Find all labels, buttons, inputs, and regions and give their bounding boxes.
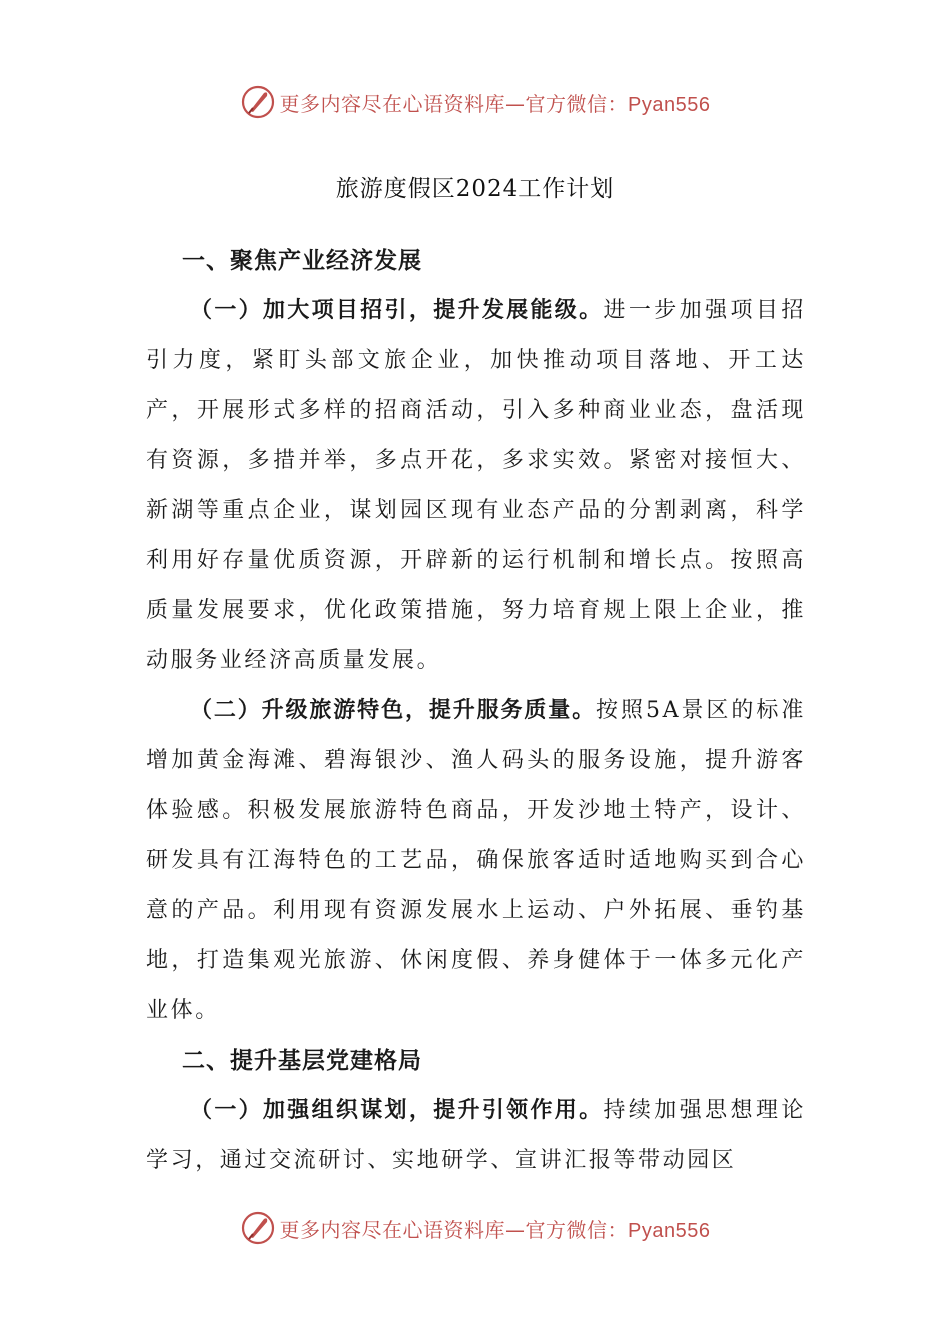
paragraph-3-body: 持续加强思想理论学习，通过交流研讨、实地研学、宣讲汇报等带动园区 [146, 1098, 806, 1173]
watermark-dash: — [505, 91, 526, 116]
paragraph-2-body: 按照5A景区的标准增加黄金海滩、碧海银沙、渔人码头的服务设施，提升游客体验感。积极发展旅游特色商品，开发沙地土特产，设计、研发具有江海特色的工艺品，确保旅客适时适地购买到合心意的产品。利用现有资源发展水上运动、户外拓展、垂钓基地，打造集观光旅游、休闲度假、养身健体于一体多元化产业体。 [146, 698, 806, 1023]
paragraph-1 [146, 286, 806, 686]
paragraph-1-lead: （一）加大项目招引，提升发展能级。 [190, 298, 604, 323]
watermark-official-label: 官方微信： [525, 91, 629, 116]
watermark-text [280, 1214, 711, 1243]
document-title: 旅游度假区2024工作计划 [335, 176, 615, 202]
paragraph-2 [146, 686, 806, 1036]
watermark-official-label: 官方微信： [525, 1217, 629, 1242]
paragraph-3 [146, 1086, 806, 1186]
watermark-wechat-id: Pyan556 [628, 93, 711, 116]
paragraph-3-lead: （一）加强组织谋划，提升引领作用。 [190, 1098, 604, 1123]
watermark-slogan: 更多内容尽在心语资料库 [279, 91, 506, 116]
section-heading-1: 一、聚焦产业经济发展 [182, 248, 422, 274]
quill-logo-icon [240, 1210, 276, 1246]
paragraph-1-body: 进一步加强项目招引力度，紧盯头部文旅企业，加快推动项目落地、开工达产，开展形式多样的招商活动，引入多种商业业态，盘活现有资源，多措并举，多点开花，多求实效。紧密对接恒大、新湖等重点企业，谋划园区现有业态产品的分割剥离，科学利用好存量优质资源，开辟新的运行机制和增长点。按照高质量发展要求，优化政策措施，努力培育规上限上企业，推动服务业经济高质量发展。 [146, 298, 806, 673]
watermark-text [280, 88, 711, 117]
watermark-dash: — [505, 1217, 526, 1242]
quill-logo-icon [240, 84, 276, 120]
paragraph-2-lead: （二）升级旅游特色，提升服务质量。 [190, 698, 597, 723]
section-heading-2: 二、提升基层党建格局 [182, 1048, 422, 1074]
watermark-wechat-id: Pyan556 [628, 1219, 711, 1242]
watermark-banner-bottom [0, 1208, 950, 1248]
watermark-banner-top [0, 82, 950, 122]
watermark-slogan: 更多内容尽在心语资料库 [279, 1217, 506, 1242]
document-body [146, 236, 806, 1186]
